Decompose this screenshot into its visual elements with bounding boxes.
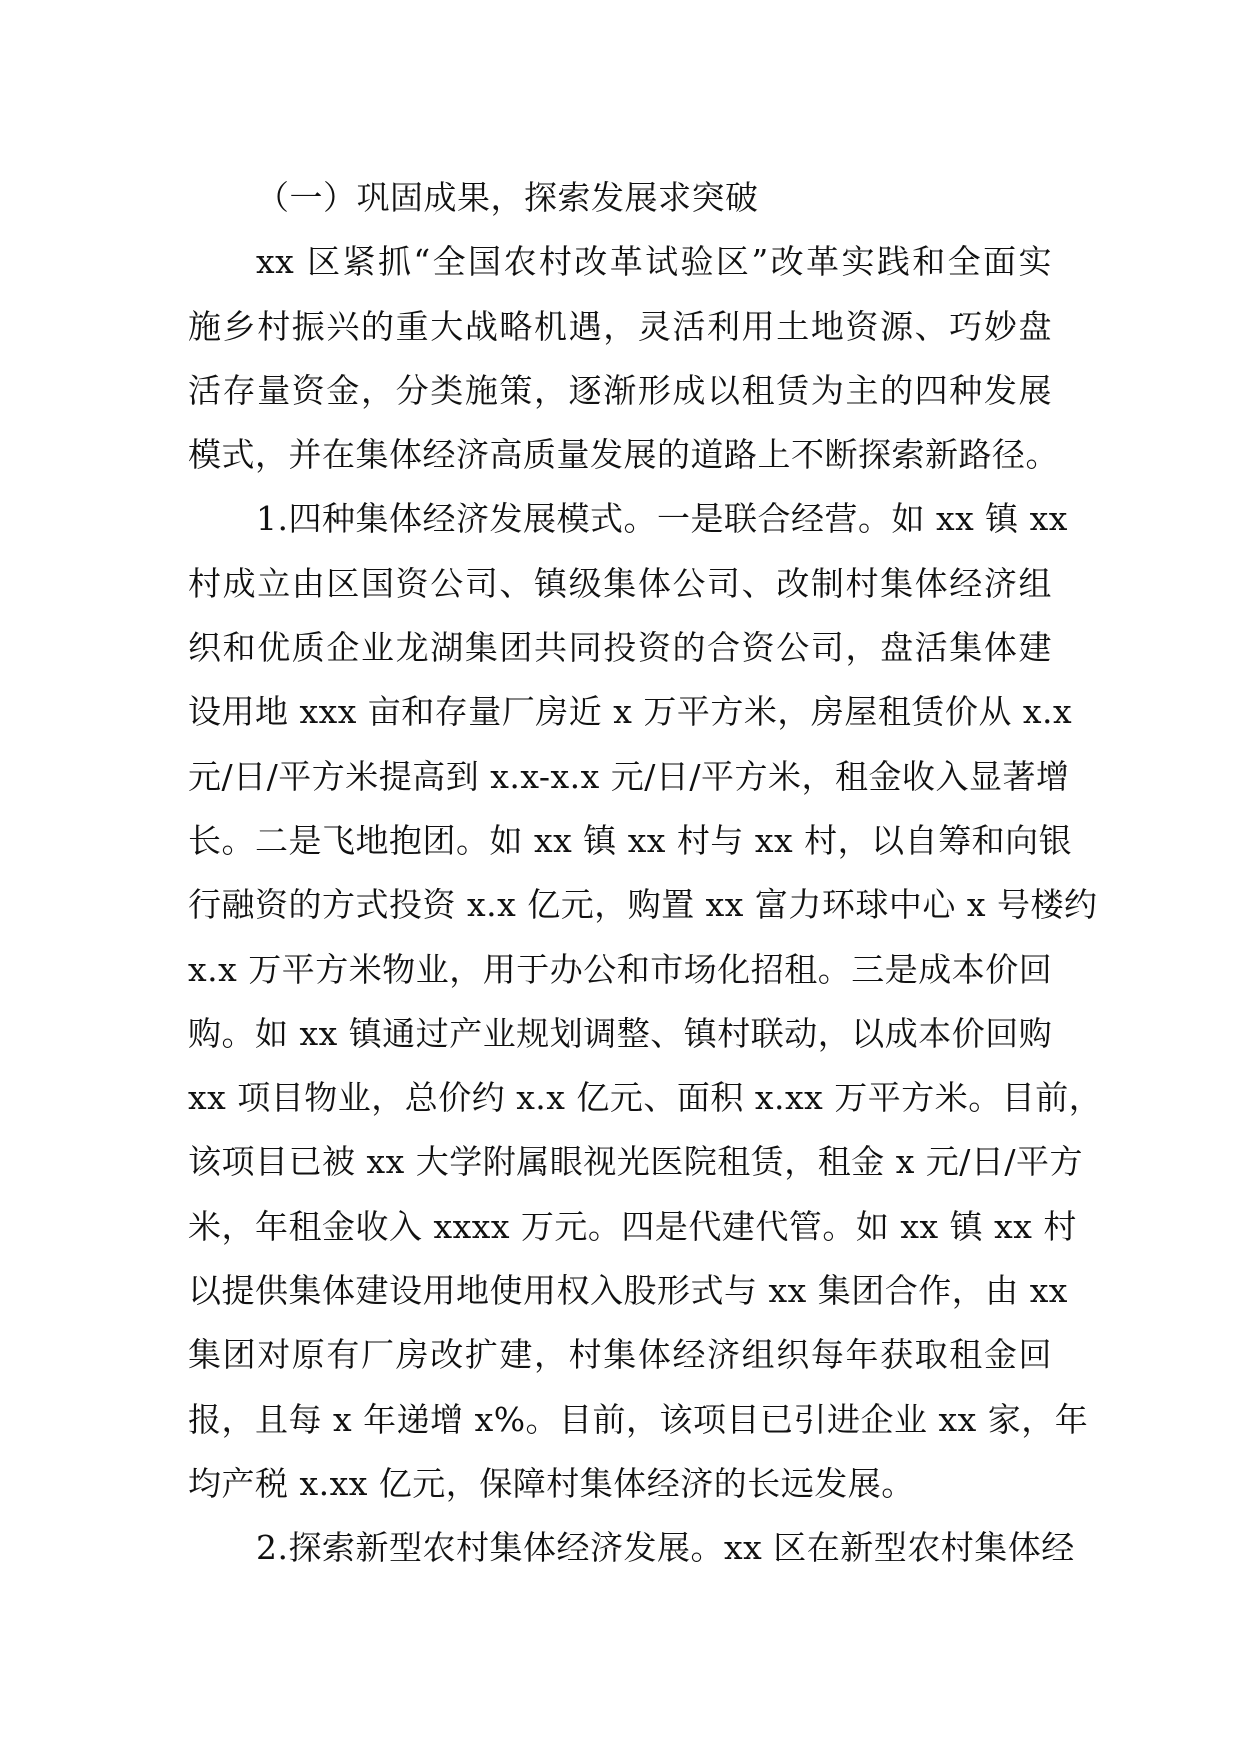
paragraph-line: 活存量资金，分类施策，逐渐形成以租赁为主的四种发展 [188,370,1052,410]
paragraph-line: xx 项目物业，总价约 x.x 亿元、面积 x.xx 万平方米。目前， [188,1078,1103,1118]
paragraph-line: 村成立由区国资公司、镇级集体公司、改制村集体经济组 [188,563,1052,603]
paragraph-line: 均产税 x.xx 亿元，保障村集体经济的长远发展。 [188,1463,915,1503]
paragraph-line: 该项目已被 xx 大学附属眼视光医院租赁，租金 x 元/日/平方 [188,1142,1084,1182]
paragraph-line: 织和优质企业龙湖集团共同投资的合资公司，盘活集体建 [188,628,1052,668]
paragraph-line: 施乡村振兴的重大战略机遇，灵活利用土地资源、巧妙盘 [188,306,1052,346]
paragraph-line: 模式，并在集体经济高质量发展的道路上不断探索新路径。 [188,435,1059,475]
paragraph-line: xx 区紧抓“全国农村改革试验区”改革实践和全面实 [256,242,1052,282]
paragraph-line: 2.探索新型农村集体经济发展。xx 区在新型农村集体经 [256,1528,1075,1568]
section-heading: （一）巩固成果，探索发展求突破 [256,178,759,217]
paragraph-line: 集团对原有厂房改扩建，村集体经济组织每年获取租金回 [188,1335,1052,1375]
paragraph-line: 报，且每 x 年递增 x%。目前，该项目已引进企业 xx 家，年 [188,1399,1089,1439]
paragraph-line: 行融资的方式投资 x.x 亿元，购置 xx 富力环球中心 x 号楼约 [188,885,1098,925]
paragraph-line: 米，年租金收入 xxxx 万元。四是代建代管。如 xx 镇 xx 村 [188,1206,1077,1246]
paragraph-line: 以提供集体建设用地使用权入股形式与 xx 集团合作，由 xx [188,1271,1068,1311]
paragraph-line: 元/日/平方米提高到 x.x-x.x 元/日/平方米，租金收入显著增 [188,756,1070,796]
paragraph-line: 长。二是飞地抱团。如 xx 镇 xx 村与 xx 村，以自筹和向银 [188,820,1073,860]
paragraph-line: 购。如 xx 镇通过产业规划调整、镇村联动，以成本价回购 [188,1013,1053,1053]
paragraph-line: 设用地 xxx 亩和存量厂房近 x 万平方米，房屋租赁价从 x.x [188,692,1073,732]
paragraph-line: 1.四种集体经济发展模式。一是联合经营。如 xx 镇 xx [256,499,1068,539]
paragraph-line: x.x 万平方米物业，用于办公和市场化招租。三是成本价回 [188,949,1053,989]
document-body [188,166,1103,1581]
